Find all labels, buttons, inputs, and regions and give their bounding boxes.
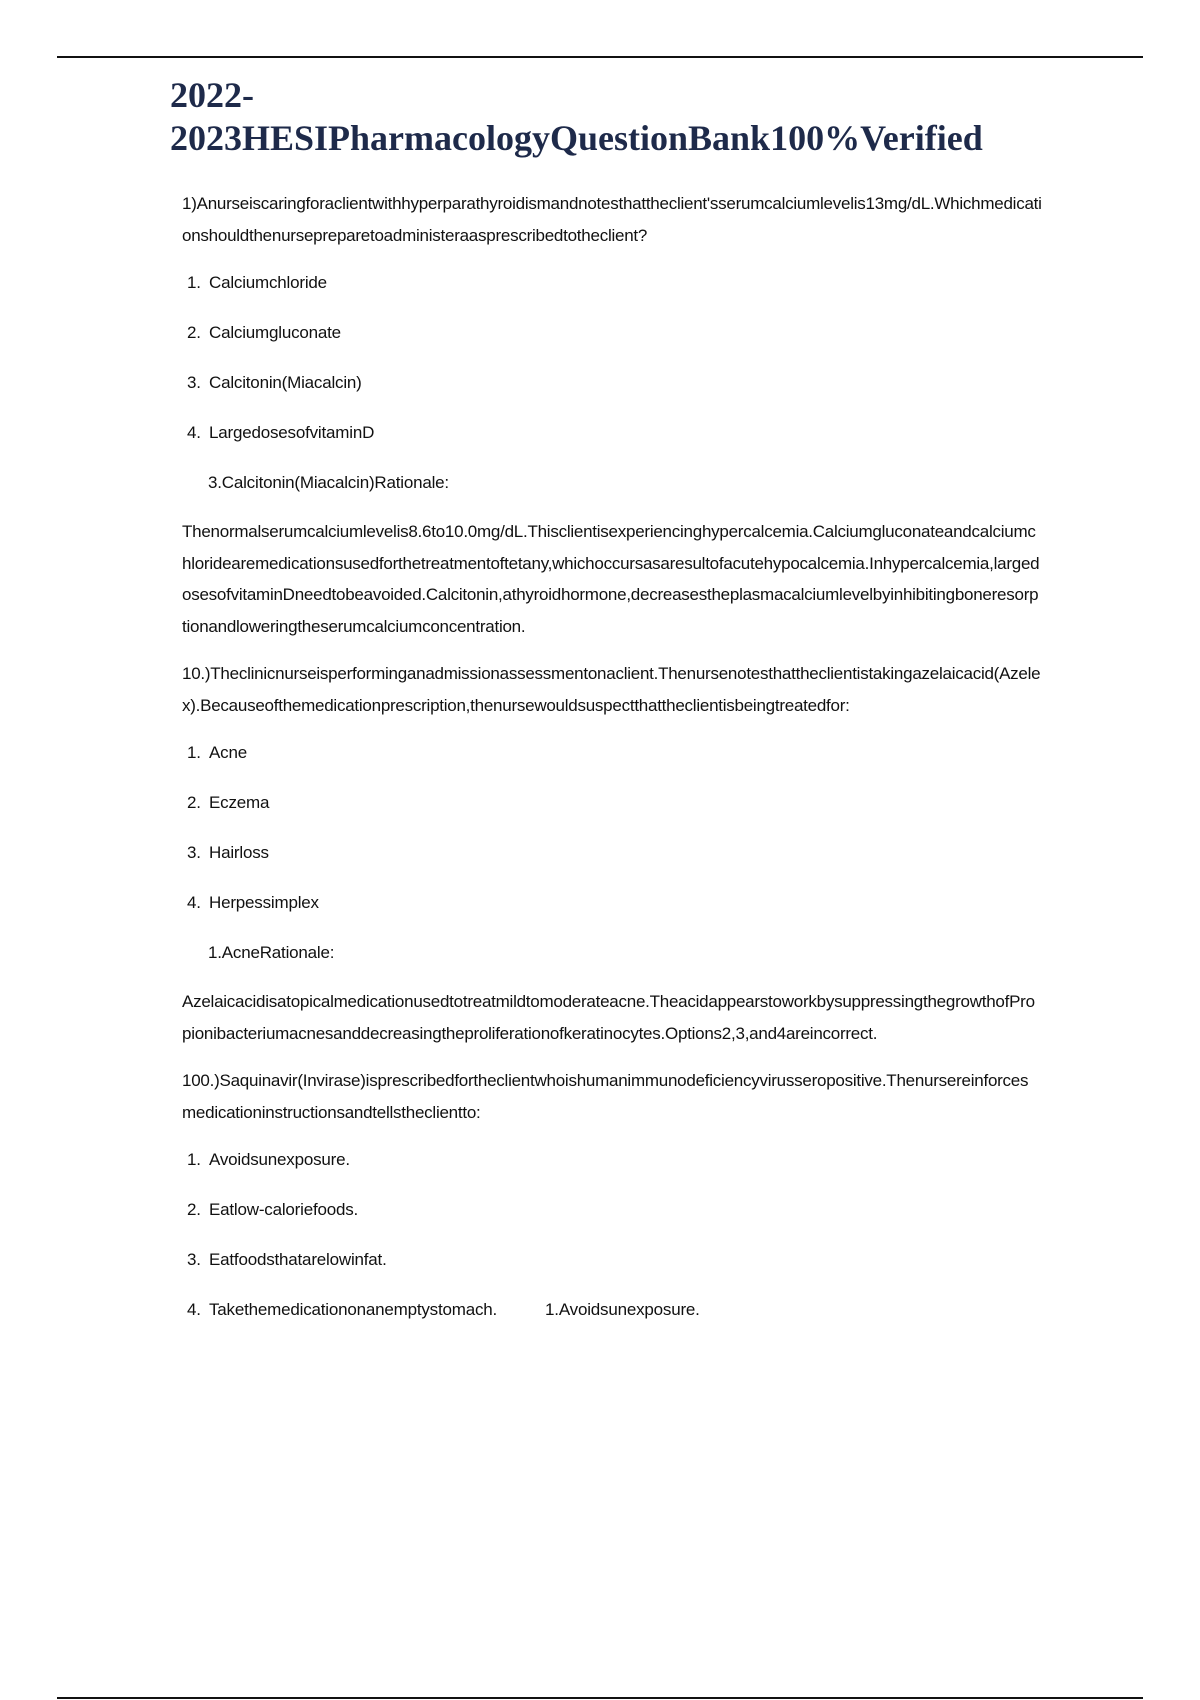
option-text: Herpessimplex	[209, 893, 319, 912]
option-item	[182, 1244, 1042, 1275]
option-item	[182, 1194, 1042, 1225]
option-text: Acne	[209, 743, 247, 762]
top-rule	[57, 56, 1143, 58]
answer-label: 3.Calcitonin(Miacalcin)Rationale:	[208, 473, 449, 492]
bottom-rule	[57, 1697, 1143, 1699]
option-number: 1.	[187, 1150, 201, 1169]
option-text: Calcitonin(Miacalcin)	[209, 373, 362, 392]
option-item	[182, 1294, 1042, 1325]
option-text: Hairloss	[209, 843, 269, 862]
option-text: Eczema	[209, 793, 270, 812]
option-list	[182, 267, 1042, 448]
answer-label: 1.AcneRationale:	[208, 943, 335, 962]
option-number: 4.	[187, 1300, 201, 1319]
option-item	[182, 787, 1042, 818]
option-text: Eatfoodsthatarelowinfat.	[209, 1250, 387, 1269]
option-number: 1.	[187, 743, 201, 762]
option-number: 1.	[187, 273, 201, 292]
option-item	[182, 1144, 1042, 1175]
option-number: 3.	[187, 373, 201, 392]
document-title-line-2: 2023HESIPharmacologyQuestionBank100%Verified	[170, 118, 983, 158]
option-item	[182, 317, 1042, 348]
question-stem: 10.)Theclinicnurseisperforminganadmissionassessmentonaclient.Thenursenotesthattheclientistakingazelaicacid(Azelex).Becauseofthemedicationprescription,thenursewouldsuspectthattheclientisbeingtreatedfor:	[182, 664, 1041, 715]
option-text: Avoidsunexposure.	[209, 1150, 350, 1169]
rationale-text: Azelaicacidisatopicalmedicationusedtotreatmildtomoderateacne.TheacidappearstoworkbysuppressingthegrowthofPropionibacteriumacnesanddecreasingtheproliferationofkeratinocytes.Options2,3,and4areincorrect.	[182, 992, 1035, 1043]
question-stem: 100.)Saquinavir(Invirase)isprescribedfortheclientwhoishumanimmunodeficiencyvirusseropositive.Thenursereinforcesmedicationinstructionsandtellstheclientto:	[182, 1071, 1029, 1122]
option-item	[182, 887, 1042, 918]
option-number: 3.	[187, 1250, 201, 1269]
answer-label: 1.Avoidsunexposure.	[545, 1300, 700, 1319]
rationale-text: Thenormalserumcalciumlevelis8.6to10.0mg/dL.Thisclientisexperiencinghypercalcemia.Calciumgluconateandcalciumchloridearemedicationsusedforthetreatmentoftetany,whichoccursasaresultofacutehypocalcemia.Inhypercalcemia,largedosesofvitaminDneedtobeavoided.Calcitonin,athyroidhormone,decreasestheplasmacalciumlevelbyinhibitingboneresorptionandloweringtheserumcalciumconcentration.	[182, 522, 1040, 636]
option-item	[182, 367, 1042, 398]
question-1	[182, 188, 1042, 642]
option-item	[182, 267, 1042, 298]
document-body	[182, 188, 1042, 1344]
option-text: Calciumchloride	[209, 273, 327, 292]
document-title-line-1: 2022-	[170, 75, 254, 115]
question-100	[182, 1065, 1042, 1325]
option-list	[182, 1144, 1042, 1325]
document-title	[170, 74, 1070, 160]
option-item	[182, 417, 1042, 448]
option-number: 2.	[187, 793, 201, 812]
option-number: 4.	[187, 423, 201, 442]
option-number: 4.	[187, 893, 201, 912]
question-stem: 1)Anurseiscaringforaclientwithhyperparathyroidismandnotesthattheclient'sserumcalciumlevelis13mg/dL.Whichmedicationshouldthenursepreparetoadministeraasprescribedtotheclient?	[182, 194, 1042, 245]
option-item	[182, 737, 1042, 768]
option-number: 3.	[187, 843, 201, 862]
option-text: Takethemedicationonanemptystomach.	[209, 1300, 498, 1319]
option-text: LargedosesofvitaminD	[209, 423, 375, 442]
option-number: 2.	[187, 323, 201, 342]
option-item	[182, 837, 1042, 868]
option-text: Eatlow-caloriefoods.	[209, 1200, 359, 1219]
option-number: 2.	[187, 1200, 201, 1219]
option-text: Calciumgluconate	[209, 323, 341, 342]
option-list	[182, 737, 1042, 918]
question-10	[182, 658, 1042, 1049]
